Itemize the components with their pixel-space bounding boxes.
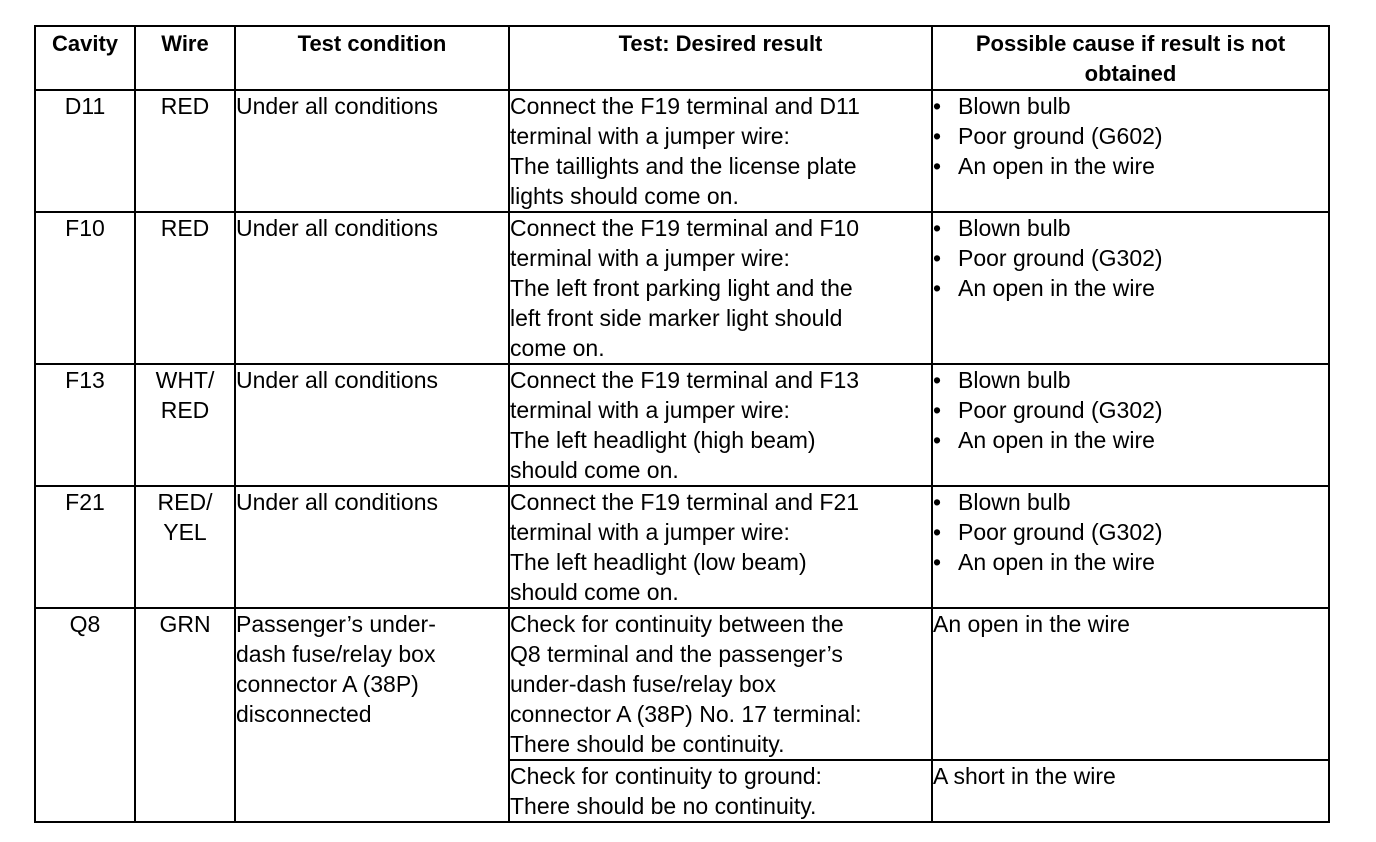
cause-list xyxy=(933,365,1328,455)
wire-cell: RED xyxy=(135,212,235,364)
cause-item: • Poor ground (G602) xyxy=(933,121,1328,151)
test-condition-cell: Under all conditions xyxy=(235,90,509,212)
possible-cause-cell xyxy=(932,212,1329,364)
cause-item: • Poor ground (G302) xyxy=(933,243,1328,273)
possible-cause-cell xyxy=(932,90,1329,212)
cavity-cell: D11 xyxy=(35,90,135,212)
table-row xyxy=(35,486,1329,608)
wire-cell: WHT/ RED xyxy=(135,364,235,486)
wire-cell: RED xyxy=(135,90,235,212)
header-test-desired-result: Test: Desired result xyxy=(509,26,932,90)
possible-cause-cell xyxy=(932,486,1329,608)
cause-item: • An open in the wire xyxy=(933,547,1328,577)
header-possible-cause: Possible cause if result is not obtained xyxy=(932,26,1329,90)
cause-list xyxy=(933,487,1328,577)
header-test-condition: Test condition xyxy=(235,26,509,90)
desired-result-cell: Connect the F19 terminal and F21 terminal with a jumper wire: The left headlight (low beam) should come on. xyxy=(509,486,932,608)
header-cavity: Cavity xyxy=(35,26,135,90)
cavity-cell: F10 xyxy=(35,212,135,364)
cavity-cell: F21 xyxy=(35,486,135,608)
possible-cause-cell xyxy=(932,364,1329,486)
possible-cause-cell: An open in the wire xyxy=(932,608,1329,760)
table-row xyxy=(35,364,1329,486)
header-wire: Wire xyxy=(135,26,235,90)
cavity-cell: F13 xyxy=(35,364,135,486)
cause-item: • Blown bulb xyxy=(933,91,1328,121)
desired-result-cell: Connect the F19 terminal and F10 terminal with a jumper wire: The left front parking light and the left front side marker light should come on. xyxy=(509,212,932,364)
wire-cell: GRN xyxy=(135,608,235,822)
cause-item: • Blown bulb xyxy=(933,365,1328,395)
table-row xyxy=(35,212,1329,364)
desired-result-cell: Check for continuity between the Q8 terminal and the passenger’s under-dash fuse/relay box connector A (38P) No. 17 terminal: There should be continuity. xyxy=(509,608,932,760)
cause-item: • An open in the wire xyxy=(933,425,1328,455)
test-condition-cell: Under all conditions xyxy=(235,364,509,486)
test-condition-cell: Passenger’s under- dash fuse/relay box connector A (38P) disconnected xyxy=(235,608,509,822)
cavity-cell: Q8 xyxy=(35,608,135,822)
cause-item: • Blown bulb xyxy=(933,487,1328,517)
cause-item: • Blown bulb xyxy=(933,213,1328,243)
cause-list xyxy=(933,91,1328,181)
wire-cell: RED/ YEL xyxy=(135,486,235,608)
cause-list xyxy=(933,213,1328,303)
desired-result-cell: Check for continuity to ground: There should be no continuity. xyxy=(509,760,932,822)
desired-result-cell: Connect the F19 terminal and D11 terminal with a jumper wire: The taillights and the license plate lights should come on. xyxy=(509,90,932,212)
wire-test-table xyxy=(34,25,1330,823)
desired-result-cell: Connect the F19 terminal and F13 terminal with a jumper wire: The left headlight (high beam) should come on. xyxy=(509,364,932,486)
table-row xyxy=(35,608,1329,760)
table-row xyxy=(35,90,1329,212)
cause-item: • Poor ground (G302) xyxy=(933,395,1328,425)
cause-item: • An open in the wire xyxy=(933,151,1328,181)
cause-item: • Poor ground (G302) xyxy=(933,517,1328,547)
test-condition-cell: Under all conditions xyxy=(235,486,509,608)
possible-cause-cell: A short in the wire xyxy=(932,760,1329,822)
header-row xyxy=(35,26,1329,90)
cause-item: • An open in the wire xyxy=(933,273,1328,303)
test-condition-cell: Under all conditions xyxy=(235,212,509,364)
